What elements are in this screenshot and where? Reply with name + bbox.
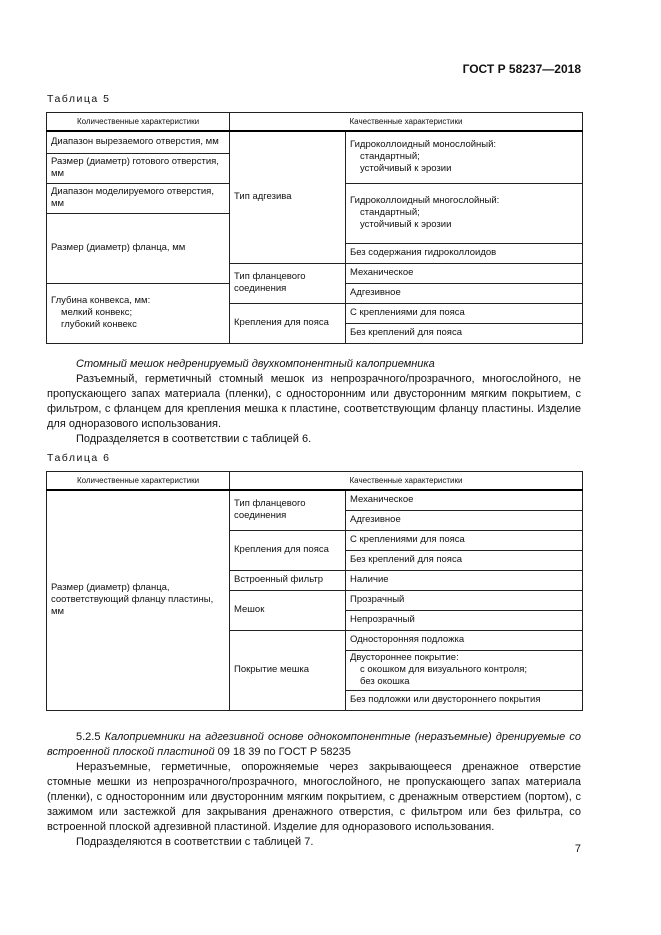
- table5-cell: Диапазон вырезаемого отверстия, мм: [47, 131, 230, 153]
- clause-text: [47, 730, 581, 850]
- table6-cell: Встроенный фильтр: [230, 570, 346, 590]
- table6-cell: Двустороннее покрытие: с окошком для визуального контроля; без окошка: [346, 650, 583, 690]
- table6-cell: Наличие: [346, 570, 583, 590]
- paragraph: Неразъемные, герметичные, опорожняемые через закрывающееся дренажное отверстие стомные мешки из непрозрачного/прозрачного, многослойного, не пропускающего запах материала (пленки), с односторонним или двусторонним мягким покрытием, с дренажным отверстием (портом), с зажимом или застежкой для закрывания дренажного отверстия, с фильтром или без фильтра, со встроенной плоской адгезивной пластиной. Изделие для одноразового использования.: [47, 761, 581, 833]
- table6-cell: С креплениями для пояса: [346, 530, 583, 550]
- paragraph: Подразделяется в соответствии с таблицей 6.: [76, 433, 312, 445]
- table5-cell: Размер (диаметр) фланца, мм: [47, 213, 230, 283]
- table5-cell: Механическое: [346, 263, 583, 283]
- table5-cell: Размер (диаметр) готового отверстия, мм: [47, 153, 230, 183]
- table6-cell: Без креплений для пояса: [346, 550, 583, 570]
- table6-cell: Крепления для пояса: [230, 530, 346, 570]
- table5-cell: Гидроколлоидный многослойный: стандартный; устойчивый к эрозии: [346, 183, 583, 243]
- table6-cell: Прозрачный: [346, 590, 583, 610]
- table5-cell: Тип фланцевого соединения: [230, 263, 346, 303]
- table6-cell: Размер (диаметр) фланца, соответствующий фланцу пластины, мм: [47, 490, 230, 710]
- table6-header-quant: Количественные характеристики: [47, 472, 230, 491]
- table6-cell: Тип фланцевого соединения: [230, 490, 346, 530]
- table5-cell: Адгезивное: [346, 283, 583, 303]
- table6-cell: Механическое: [346, 490, 583, 510]
- page-number: 7: [574, 843, 581, 855]
- table6-cell: Без подложки или двустороннего покрытия: [346, 690, 583, 710]
- table6-cell: Покрытие мешка: [230, 630, 346, 710]
- table6-cell: Непрозрачный: [346, 610, 583, 630]
- table5-cell: Гидроколлоидный монослойный: стандартный; устойчивый к эрозии: [346, 131, 583, 183]
- table6-cell: Мешок: [230, 590, 346, 630]
- table5-cell: Тип адгезива: [230, 131, 346, 263]
- table6: [46, 471, 583, 711]
- table5-cell: Без содержания гидроколлоидов: [346, 243, 583, 263]
- table5-cell: Глубина конвекса, мм: мелкий конвекс; глубокий конвекс: [47, 283, 230, 343]
- section-text: [47, 357, 581, 447]
- table5-cell: С креплениями для пояса: [346, 303, 583, 323]
- paragraph: Разъемный, герметичный стомный мешок из непрозрачного/прозрачного, многослойного, не пропускающего запах материала (пленки), с односторонним или двусторонним мягким покрытием, с фильтром, с фланцем для крепления мешка к пластине, соответствующим фланцу пластины. Изделие для одноразового использования.: [47, 373, 581, 430]
- clause-heading: 5.2.5 Калоприемники на адгезивной основе однокомпонентные (неразъемные) дренируемые со встроенной плоской пластиной 09 18 39 по ГОСТ Р 58235: [47, 731, 581, 758]
- section-title: Стомный мешок недренируемый двухкомпонентный калоприемника: [76, 358, 435, 370]
- table6-header-qual: Качественные характеристики: [230, 472, 583, 491]
- table5-caption: Таблица 5: [47, 93, 111, 105]
- table6-cell: Односторонняя подложка: [346, 630, 583, 650]
- document-header: ГОСТ Р 58237—2018: [462, 62, 581, 76]
- table5-cell: Без креплений для пояса: [346, 323, 583, 343]
- table5-cell: Диапазон моделируемого отверстия, мм: [47, 183, 230, 213]
- table6-cell: Адгезивное: [346, 510, 583, 530]
- table6-caption: Таблица 6: [47, 452, 111, 464]
- paragraph: Подразделяются в соответствии с таблицей 7.: [76, 836, 314, 848]
- table5-header-quant: Количественные характеристики: [47, 113, 230, 132]
- table5: [46, 112, 583, 344]
- table5-cell: Крепления для пояса: [230, 303, 346, 343]
- table5-header-qual: Качественные характеристики: [230, 113, 583, 132]
